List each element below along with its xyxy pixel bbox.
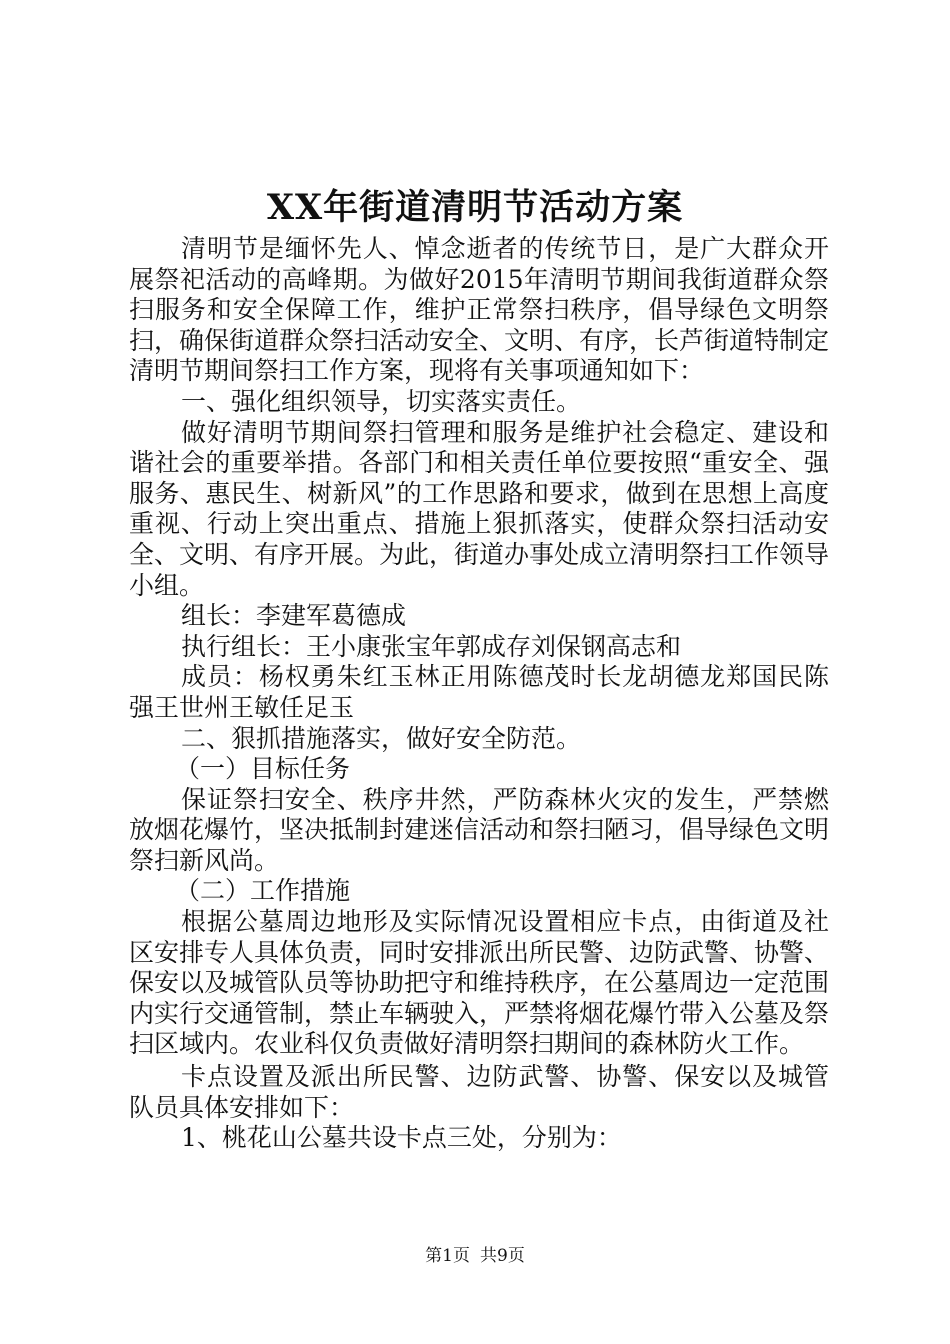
- page-total: 共9页: [480, 1246, 525, 1266]
- subsection-heading-goals: （一）目标任务: [175, 754, 351, 784]
- section-heading-1: 一、强化组织领导，切实落实责任。: [181, 386, 582, 416]
- page-footer: [0, 1244, 950, 1268]
- checkpoint-list-item-1: 1、桃花山公墓共设卡点三处，分别为：: [181, 1123, 622, 1153]
- checkpoint-intro-paragraph: 卡点设置及派出所民警、边防武警、协警、保安以及城管队员具体安排如下：: [129, 1062, 829, 1122]
- document-title: XX年街道清明节活动方案: [266, 187, 684, 228]
- executive-leader-line: 执行组长：王小康张宝年郭成存刘保钢高志和: [181, 631, 682, 661]
- members-line: 成员：杨权勇朱红玉林正用陈德茂时长龙胡德龙郑国民陈强王世州王敏任足玉: [129, 662, 829, 722]
- section-heading-2: 二、狠抓措施落实，做好安全防范。: [181, 723, 582, 753]
- page-number: 第1页: [425, 1246, 470, 1266]
- group-leader-line: 组长：李建军葛德成: [181, 601, 407, 631]
- document-body: [129, 234, 829, 1154]
- intro-paragraph: 清明节是缅怀先人、悼念逝者的传统节日，是广大群众开展祭祀活动的高峰期。为做好2015年清明节期间我街道群众祭扫服务和安全保障工作，维护正常祭扫秩序，倡导绿色文明祭扫，确保街道群众祭扫活动安全、文明、有序，长芦街道特制定清明节期间祭扫工作方案，现将有关事项通知如下：: [129, 234, 830, 386]
- goals-paragraph: 保证祭扫安全、秩序井然，严防森林火灾的发生，严禁燃放烟花爆竹，坚决抵制封建迷信活动和祭扫陋习，倡导绿色文明祭扫新风尚。: [129, 784, 830, 875]
- section-1-paragraph: 做好清明节期间祭扫管理和服务是维护社会稳定、建设和谐社会的重要举措。各部门和相关责任单位要按照“重安全、强服务、惠民生、树新风”的工作思路和要求，做到在思想上高度重视、行动上突出重点、措施上狠抓落实，使群众祭扫活动安全、文明、有序开展。为此，街道办事处成立清明祭扫工作领导小组。: [129, 417, 830, 600]
- subsection-heading-measures: （二）工作措施: [175, 876, 351, 906]
- measures-paragraph: 根据公墓周边地形及实际情况设置相应卡点，由街道及社区安排专人具体负责，同时安排派出所民警、边防武警、协警、保安以及城管队员等协助把守和维持秩序，在公墓周边一定范围内实行交通管制，禁止车辆驶入，严禁将烟花爆竹带入公墓及祭扫区域内。农业科仅负责做好清明祭扫期间的森林防火工作。: [129, 907, 830, 1059]
